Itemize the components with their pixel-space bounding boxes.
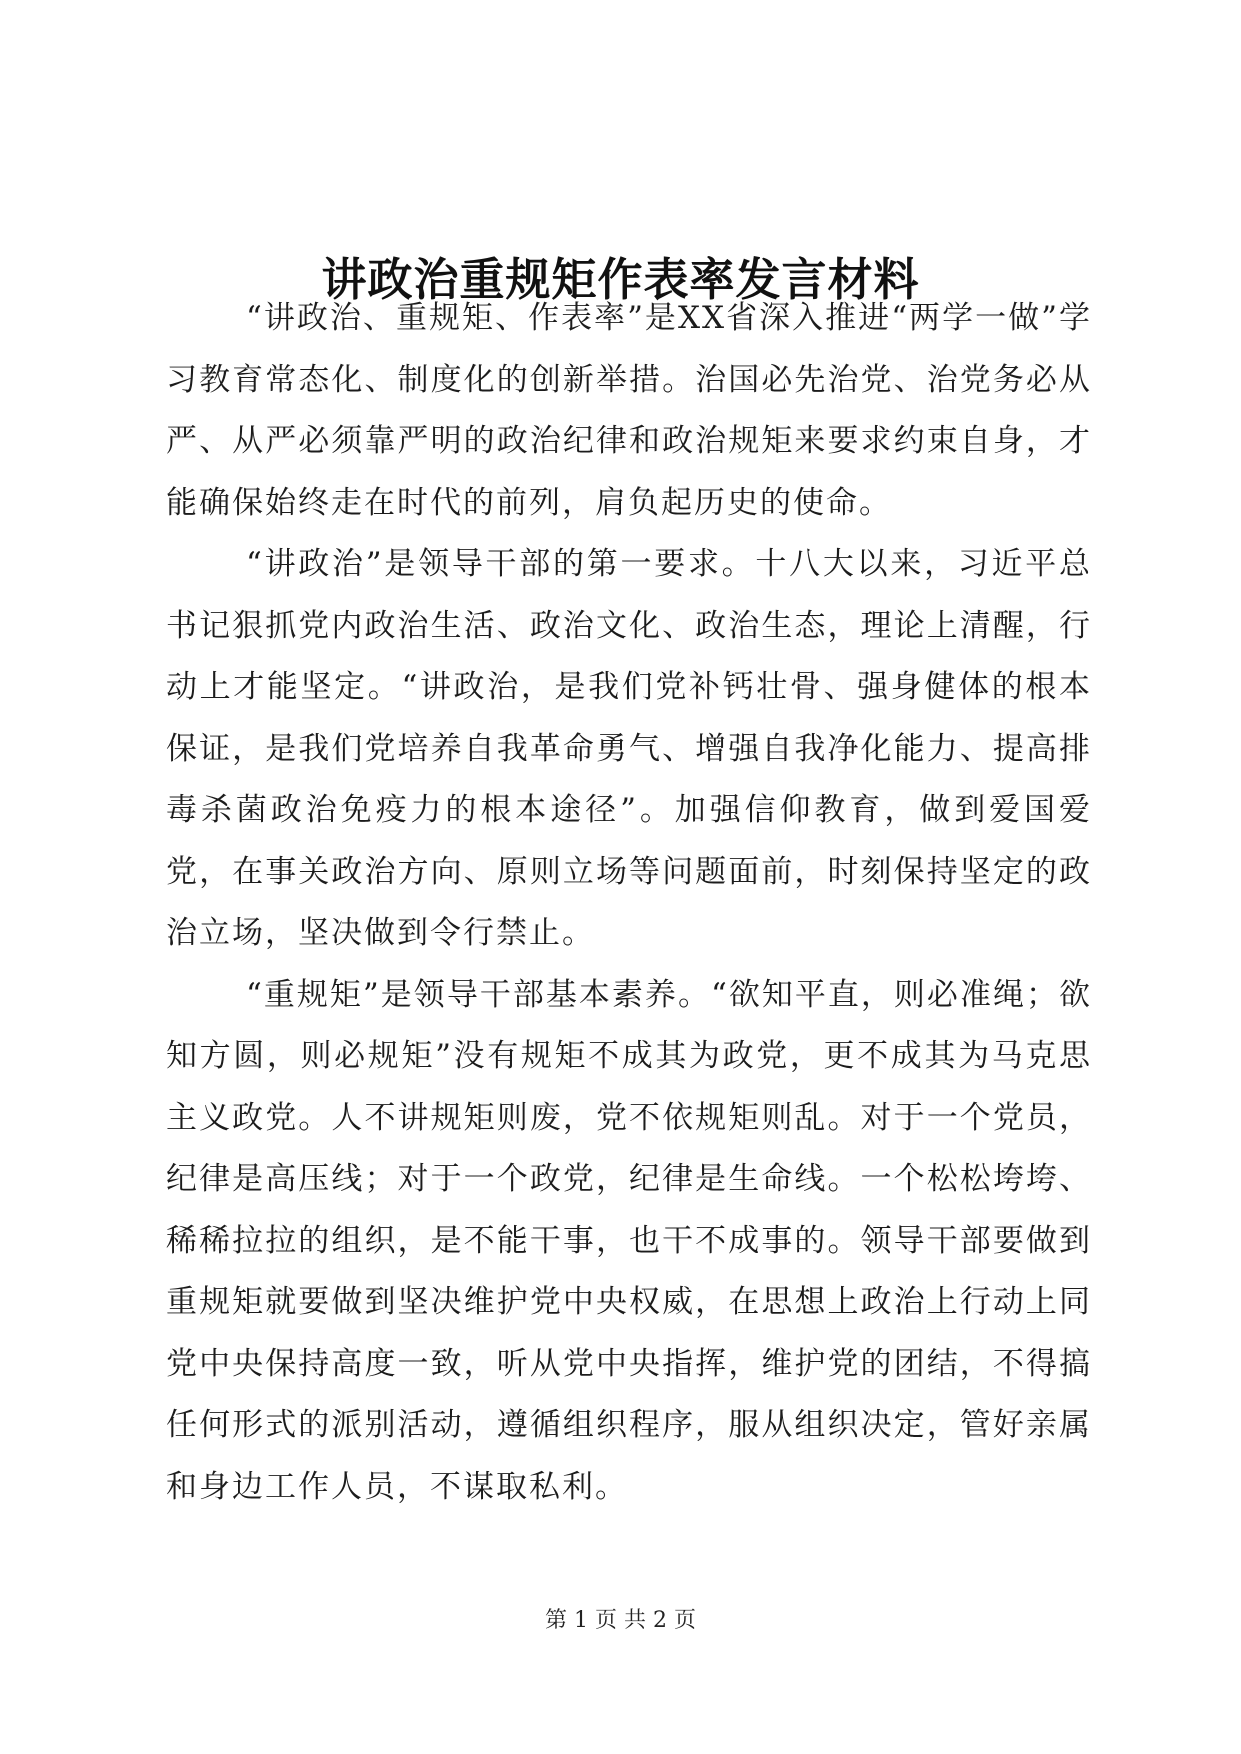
page-number-footer: 第 1 页 共 2 页 [545, 1608, 696, 1633]
document-body [166, 288, 1092, 1518]
paragraph-politics: “讲政治”是领导干部的第一要求。十八大以来，习近平总书记狠抓党内政治生活、政治文化、政治生态，理论上清醒，行动上才能坚定。“讲政治，是我们党补钙壮骨、强身健体的根本保证，是我们党培养自我革命勇气、增强自我净化能力、提高排毒杀菌政治免疫力的根本途径”。加强信仰教育，做到爱国爱党，在事关政治方向、原则立场等问题面前，时刻保持坚定的政治立场，坚决做到令行禁止。 [166, 546, 1092, 951]
document-title: 讲政治重规矩作表率发言材料 [321, 253, 920, 307]
paragraph-rules: “重规矩”是领导干部基本素养。“欲知平直，则必准绳；欲知方圆，则必规矩”没有规矩不成其为政党，更不成其为马克思主义政党。人不讲规矩则废，党不依规矩则乱。对于一个党员，纪律是高压线；对于一个政党，纪律是生命线。一个松松垮垮、稀稀拉拉的组织，是不能干事，也干不成事的。领导干部要做到重规矩就要做到坚决维护党中央权威，在思想上政治上行动上同党中央保持高度一致，听从党中央指挥，维护党的团结，不得搞任何形式的派别活动，遵循组织程序，服从组织决定，管好亲属和身边工作人员，不谋取私利。 [166, 976, 1092, 1505]
paragraph-intro: “讲政治、重规矩、作表率”是XX省深入推进“两学一做”学习教育常态化、制度化的创新举措。治国必先治党、治党务必从严、从严必须靠严明的政治纪律和政治规矩来要求约束自身，才能确保始终走在时代的前列，肩负起历史的使命。 [166, 300, 1092, 521]
